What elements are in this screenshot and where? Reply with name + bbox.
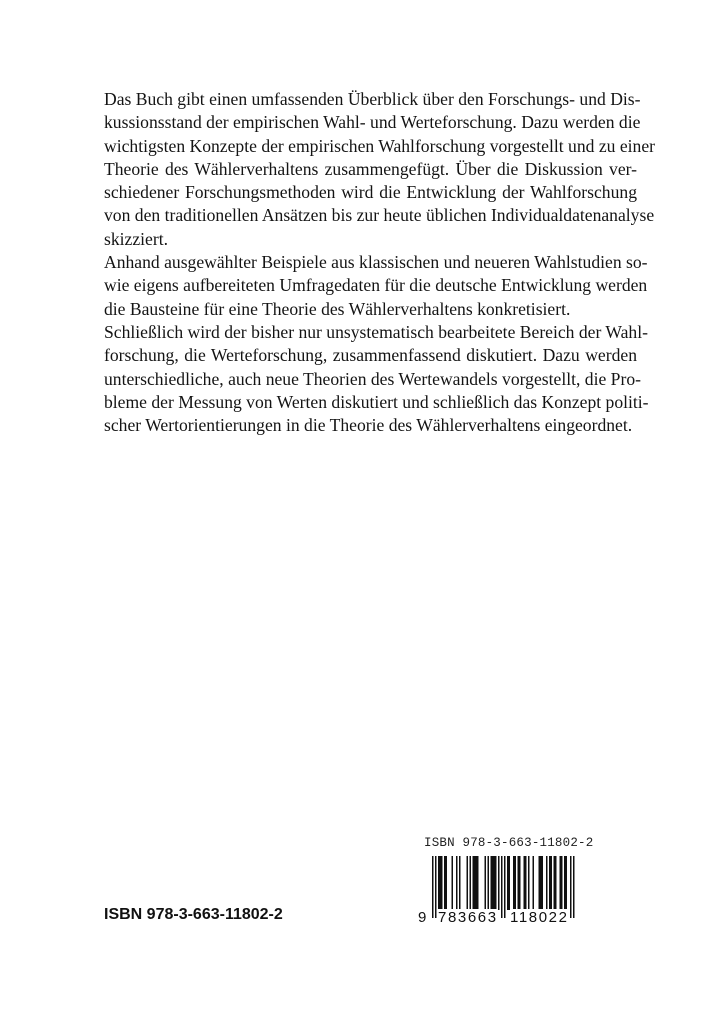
text-line: scher Wertorientierungen in die Theorie des Wählerverhaltens eingeordnet. (104, 415, 633, 436)
barcode-bar (474, 856, 476, 910)
ean-digits (418, 909, 588, 931)
barcode-bar (519, 856, 521, 910)
text-line: skizziert. (104, 228, 168, 249)
ean-left-group: 783663 (438, 909, 498, 926)
barcode-bar (470, 856, 472, 910)
barcode-bar (560, 856, 562, 910)
barcode-bar (546, 856, 548, 910)
barcode-bar (452, 856, 454, 910)
barcode-bar (441, 856, 443, 910)
text-line: bleme der Messung von Werten diskutiert und schließlich das Konzept politi- (104, 391, 649, 412)
barcode-bar (494, 856, 496, 910)
barcode-bar (488, 856, 490, 910)
barcode-bar (525, 856, 527, 910)
description-paragraph-2 (104, 251, 648, 321)
isbn-label: ISBN 978-3-663-11802-2 (104, 906, 283, 923)
barcode-bar (539, 856, 541, 910)
text-line: Theorie des Wählerverhaltens zusammengefügt. Über die Diskussion ver- (104, 158, 637, 179)
barcode-bar (540, 856, 542, 910)
barcode-bar (528, 856, 530, 910)
barcode-bar (438, 856, 440, 910)
barcode-bar (551, 856, 553, 910)
description-paragraph-1 (104, 88, 655, 251)
barcode-bar (456, 856, 458, 910)
text-line: kussionsstand der empirischen Wahl- und Werteforschung. Dazu werden die (104, 112, 641, 133)
ean-right-group: 118022 (510, 909, 569, 926)
ean-first-digit: 9 (418, 909, 427, 926)
text-line: wichtigsten Konzepte der empirischen Wahlforschung vorgestellt und zu einer (104, 135, 655, 156)
barcode-bar (492, 856, 494, 910)
text-line: schiedener Forschungsmethoden wird die Entwicklung der Wahlforschung (104, 182, 637, 203)
barcode-bar (495, 856, 497, 910)
barcode-bar (467, 856, 469, 910)
description-paragraph-3 (104, 321, 649, 437)
barcode-bar (446, 856, 448, 910)
barcode-bar (459, 856, 461, 910)
barcode-bar (440, 856, 442, 910)
text-line: unterschiedliche, auch neue Theorien des Wertewandels vorgestellt, die Pro- (104, 368, 641, 389)
barcode-bar (561, 856, 563, 910)
barcode-bar (477, 856, 479, 910)
text-line: von den traditionellen Ansätzen bis zur heute üblichen Individualdatenanalyse (104, 205, 655, 226)
barcode-bar (485, 856, 487, 910)
barcode-bar (507, 856, 509, 910)
barcode-bar (555, 856, 557, 910)
barcode-bar (533, 856, 535, 910)
barcode-bar (509, 856, 511, 910)
text-line: forschung, die Werteforschung, zusammenfassend diskutiert. Dazu werden (104, 345, 637, 366)
barcode-bar (542, 856, 544, 910)
barcode-bar (515, 856, 517, 910)
barcode-bar (566, 856, 568, 910)
text-line: Schließlich wird der bisher nur unsystematisch bearbeitete Bereich der Wahl- (104, 321, 648, 342)
barcode-bar (491, 856, 493, 910)
barcode-bar (549, 856, 551, 910)
barcode-bar (518, 856, 520, 910)
book-description (104, 88, 655, 437)
barcode-bar (564, 856, 566, 910)
text-line: Das Buch gibt einen umfassenden Überblick über den Forschungs- und Dis- (104, 89, 641, 109)
barcode-bar (498, 856, 500, 910)
barcode-isbn-text: ISBN 978-3-663-11802-2 (424, 836, 594, 850)
barcode (418, 836, 594, 932)
barcode-bar (476, 856, 478, 910)
barcode-bar (524, 856, 526, 910)
barcode-bar (513, 856, 515, 910)
barcode-bar (473, 856, 475, 910)
barcode-bar (554, 856, 556, 910)
barcode-bar (444, 856, 446, 910)
text-line: die Bausteine für eine Theorie des Wählerverhaltens konkretisiert. (104, 298, 571, 319)
text-line: wie eigens aufbereiteten Umfragedaten für die deutsche Entwicklung werden (104, 275, 648, 296)
text-line: Anhand ausgewählter Beispiele aus klassischen und neueren Wahlstudien so- (104, 252, 648, 273)
